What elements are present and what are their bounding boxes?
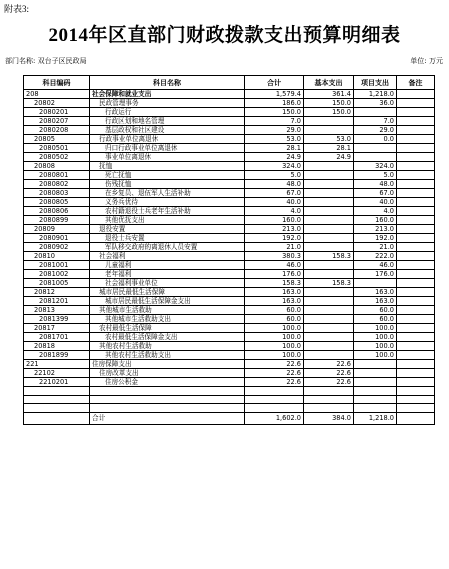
cell-code: 2080805 <box>24 198 90 207</box>
table-row <box>24 360 435 369</box>
cell-project: 67.0 <box>354 189 397 198</box>
blank-cell <box>24 387 90 396</box>
cell-basic: 150.0 <box>304 108 354 117</box>
total-cell-note <box>397 412 435 424</box>
blank-cell <box>245 404 304 413</box>
cell-note <box>397 351 435 360</box>
page-title: 2014年区直部门财政拨款支出预算明细表 <box>48 25 401 46</box>
blank-cell <box>354 404 397 413</box>
table-row <box>24 297 435 306</box>
cell-basic <box>304 315 354 324</box>
cell-code: 22102 <box>24 369 90 378</box>
cell-total: 67.0 <box>245 189 304 198</box>
cell-name: 行政区划和地名管理 <box>90 117 245 126</box>
cell-total: 7.0 <box>245 117 304 126</box>
cell-note <box>397 135 435 144</box>
cell-code: 208 <box>24 90 90 99</box>
cell-name: 事业单位离退休 <box>90 153 245 162</box>
table-row <box>24 162 435 171</box>
cell-note <box>397 216 435 225</box>
cell-code: 2080806 <box>24 207 90 216</box>
cell-total: 5.0 <box>245 171 304 180</box>
cell-name: 行政事业单位离退休 <box>90 135 245 144</box>
cell-code: 2080502 <box>24 153 90 162</box>
cell-code: 2081002 <box>24 270 90 279</box>
cell-basic <box>304 297 354 306</box>
table-row <box>24 351 435 360</box>
table-row <box>24 225 435 234</box>
cell-project: 100.0 <box>354 324 397 333</box>
cell-project: 1,218.0 <box>354 90 397 99</box>
table-row <box>24 324 435 333</box>
cell-note <box>397 333 435 342</box>
cell-project: 192.0 <box>354 234 397 243</box>
cell-name: 其他城市生活救助支出 <box>90 315 245 324</box>
table-row <box>24 333 435 342</box>
cell-project <box>354 153 397 162</box>
cell-total: 60.0 <box>245 315 304 324</box>
cell-total: 22.6 <box>245 369 304 378</box>
header-note: 备注 <box>397 76 435 90</box>
cell-project: 100.0 <box>354 333 397 342</box>
cell-basic: 150.0 <box>304 99 354 108</box>
cell-basic <box>304 243 354 252</box>
cell-note <box>397 171 435 180</box>
budget-table <box>23 75 435 425</box>
table-row <box>24 180 435 189</box>
cell-note <box>397 288 435 297</box>
cell-basic: 22.6 <box>304 369 354 378</box>
cell-total: 100.0 <box>245 324 304 333</box>
blank-cell <box>304 387 354 396</box>
cell-name: 农村最低生活保障金支出 <box>90 333 245 342</box>
cell-basic <box>304 207 354 216</box>
cell-note <box>397 270 435 279</box>
header-code: 科目编码 <box>24 76 90 90</box>
cell-project: 60.0 <box>354 315 397 324</box>
cell-code: 221 <box>24 360 90 369</box>
blank-cell <box>90 395 245 404</box>
table-row <box>24 171 435 180</box>
cell-name: 其他农村生活救助支出 <box>90 351 245 360</box>
cell-note <box>397 378 435 387</box>
blank-cell <box>397 387 435 396</box>
cell-name: 社会福利 <box>90 252 245 261</box>
cell-name: 住房保障支出 <box>90 360 245 369</box>
cell-total: 29.0 <box>245 126 304 135</box>
cell-note <box>397 162 435 171</box>
cell-basic <box>304 261 354 270</box>
cell-project: 163.0 <box>354 297 397 306</box>
cell-note <box>397 261 435 270</box>
header-basic: 基本支出 <box>304 76 354 90</box>
blank-cell <box>397 404 435 413</box>
total-cell-basic: 384.0 <box>304 412 354 424</box>
blank-cell <box>24 404 90 413</box>
table-row <box>24 306 435 315</box>
table-header-row <box>24 76 435 90</box>
table-row <box>24 342 435 351</box>
cell-code: 20809 <box>24 225 90 234</box>
cell-name: 社会保障和就业支出 <box>90 90 245 99</box>
cell-total: 22.6 <box>245 360 304 369</box>
cell-project <box>354 144 397 153</box>
cell-total: 150.0 <box>245 108 304 117</box>
cell-code: 20813 <box>24 306 90 315</box>
cell-name: 社会福利事业单位 <box>90 279 245 288</box>
blank-cell <box>90 387 245 396</box>
cell-note <box>397 279 435 288</box>
total-cell-project: 1,218.0 <box>354 412 397 424</box>
table-row <box>24 315 435 324</box>
cell-note <box>397 243 435 252</box>
cell-total: 53.0 <box>245 135 304 144</box>
cell-note <box>397 108 435 117</box>
cell-total: 100.0 <box>245 351 304 360</box>
table-row <box>24 369 435 378</box>
header-name: 科目名称 <box>90 76 245 90</box>
total-cell-total: 1,602.0 <box>245 412 304 424</box>
cell-project: 176.0 <box>354 270 397 279</box>
cell-name: 农村籍退役士兵老年生活补助 <box>90 207 245 216</box>
cell-project: 48.0 <box>354 180 397 189</box>
cell-name: 军队移交政府的离退休人员安置 <box>90 243 245 252</box>
cell-basic: 22.6 <box>304 360 354 369</box>
blank-cell <box>354 387 397 396</box>
cell-total: 100.0 <box>245 342 304 351</box>
cell-basic: 53.0 <box>304 135 354 144</box>
cell-basic: 28.1 <box>304 144 354 153</box>
cell-basic <box>304 216 354 225</box>
cell-code: 2081399 <box>24 315 90 324</box>
cell-note <box>397 225 435 234</box>
blank-cell <box>304 404 354 413</box>
cell-project: 0.0 <box>354 135 397 144</box>
cell-code: 2080208 <box>24 126 90 135</box>
blank-cell <box>354 395 397 404</box>
total-cell-code <box>24 412 90 424</box>
cell-code: 2080201 <box>24 108 90 117</box>
cell-name: 退役安置 <box>90 225 245 234</box>
cell-name: 归口行政事业单位离退休 <box>90 144 245 153</box>
cell-project: 160.0 <box>354 216 397 225</box>
cell-project <box>354 378 397 387</box>
cell-name: 其他农村生活救助 <box>90 342 245 351</box>
table-row <box>24 90 435 99</box>
cell-name: 其他城市生活救助 <box>90 306 245 315</box>
cell-note <box>397 144 435 153</box>
table-row <box>24 378 435 387</box>
cell-basic: 22.6 <box>304 378 354 387</box>
blank-cell <box>90 404 245 413</box>
cell-name: 其他优抚支出 <box>90 216 245 225</box>
cell-note <box>397 342 435 351</box>
cell-basic <box>304 180 354 189</box>
cell-total: 324.0 <box>245 162 304 171</box>
table-row <box>24 99 435 108</box>
cell-name: 伤残抚恤 <box>90 180 245 189</box>
cell-note <box>397 99 435 108</box>
cell-basic <box>304 171 354 180</box>
cell-basic <box>304 324 354 333</box>
cell-basic <box>304 306 354 315</box>
cell-name: 住房公积金 <box>90 378 245 387</box>
blank-cell <box>304 395 354 404</box>
cell-code: 2080501 <box>24 144 90 153</box>
cell-basic <box>304 270 354 279</box>
cell-code: 20810 <box>24 252 90 261</box>
header-project: 项目支出 <box>354 76 397 90</box>
cell-total: 22.6 <box>245 378 304 387</box>
cell-project <box>354 108 397 117</box>
table-row <box>24 288 435 297</box>
cell-total: 21.0 <box>245 243 304 252</box>
cell-note <box>397 189 435 198</box>
blank-row <box>24 387 435 396</box>
cell-total: 40.0 <box>245 198 304 207</box>
cell-basic: 24.9 <box>304 153 354 162</box>
table-row <box>24 216 435 225</box>
cell-total: 176.0 <box>245 270 304 279</box>
header-total: 合计 <box>245 76 304 90</box>
meta-row <box>0 56 449 67</box>
table-row <box>24 270 435 279</box>
cell-project: 100.0 <box>354 342 397 351</box>
table-row <box>24 261 435 270</box>
cell-code: 2080902 <box>24 243 90 252</box>
cell-project: 222.0 <box>354 252 397 261</box>
cell-note <box>397 234 435 243</box>
cell-code: 20802 <box>24 99 90 108</box>
cell-note <box>397 252 435 261</box>
total-cell-name: 合计 <box>90 412 245 424</box>
cell-note <box>397 315 435 324</box>
cell-project: 4.0 <box>354 207 397 216</box>
blank-cell <box>24 395 90 404</box>
cell-basic <box>304 117 354 126</box>
blank-cell <box>245 395 304 404</box>
cell-total: 192.0 <box>245 234 304 243</box>
cell-code: 2081201 <box>24 297 90 306</box>
cell-basic <box>304 333 354 342</box>
cell-project <box>354 360 397 369</box>
cell-basic <box>304 234 354 243</box>
cell-code: 2080899 <box>24 216 90 225</box>
table-row <box>24 153 435 162</box>
cell-basic <box>304 351 354 360</box>
cell-basic <box>304 342 354 351</box>
cell-total: 48.0 <box>245 180 304 189</box>
cell-project: 163.0 <box>354 288 397 297</box>
cell-code: 2081001 <box>24 261 90 270</box>
cell-name: 行政运行 <box>90 108 245 117</box>
table-row <box>24 234 435 243</box>
table-row <box>24 144 435 153</box>
cell-basic <box>304 225 354 234</box>
cell-total: 4.0 <box>245 207 304 216</box>
table-row <box>24 108 435 117</box>
cell-note <box>397 180 435 189</box>
cell-name: 民政管理事务 <box>90 99 245 108</box>
cell-project: 213.0 <box>354 225 397 234</box>
cell-name: 城市居民最低生活保障 <box>90 288 245 297</box>
cell-basic <box>304 162 354 171</box>
cell-total: 380.3 <box>245 252 304 261</box>
blank-row <box>24 404 435 413</box>
table-row <box>24 189 435 198</box>
cell-name: 住房改革支出 <box>90 369 245 378</box>
table-row <box>24 117 435 126</box>
cell-project: 7.0 <box>354 117 397 126</box>
cell-code: 2080207 <box>24 117 90 126</box>
cell-code: 2080801 <box>24 171 90 180</box>
cell-note <box>397 198 435 207</box>
cell-project: 46.0 <box>354 261 397 270</box>
cell-code: 20812 <box>24 288 90 297</box>
cell-note <box>397 306 435 315</box>
cell-note <box>397 90 435 99</box>
cell-code: 20818 <box>24 342 90 351</box>
cell-name: 老年福利 <box>90 270 245 279</box>
cell-basic <box>304 189 354 198</box>
cell-basic <box>304 126 354 135</box>
cell-total: 163.0 <box>245 297 304 306</box>
cell-name: 农村最低生活保障 <box>90 324 245 333</box>
blank-cell <box>245 387 304 396</box>
cell-basic: 158.3 <box>304 279 354 288</box>
cell-project: 21.0 <box>354 243 397 252</box>
attachment-label: 附表3: <box>4 4 30 14</box>
cell-code: 2081899 <box>24 351 90 360</box>
cell-total: 60.0 <box>245 306 304 315</box>
cell-code: 2081701 <box>24 333 90 342</box>
cell-name: 义务兵优待 <box>90 198 245 207</box>
cell-total: 46.0 <box>245 261 304 270</box>
cell-code: 20805 <box>24 135 90 144</box>
blank-cell <box>397 395 435 404</box>
table-row <box>24 243 435 252</box>
unit-label: 单位: 万元 <box>410 57 443 65</box>
department-label: 部门名称: 双台子区民政局 <box>5 57 87 65</box>
cell-total: 100.0 <box>245 333 304 342</box>
cell-total: 213.0 <box>245 225 304 234</box>
cell-code: 20808 <box>24 162 90 171</box>
table-row <box>24 126 435 135</box>
cell-note <box>397 324 435 333</box>
cell-project: 36.0 <box>354 99 397 108</box>
cell-code: 2080802 <box>24 180 90 189</box>
cell-project: 29.0 <box>354 126 397 135</box>
table-row <box>24 207 435 216</box>
table-row <box>24 279 435 288</box>
total-row <box>24 412 435 424</box>
cell-note <box>397 126 435 135</box>
cell-project: 40.0 <box>354 198 397 207</box>
cell-project: 100.0 <box>354 351 397 360</box>
cell-code: 2210201 <box>24 378 90 387</box>
cell-note <box>397 360 435 369</box>
cell-total: 186.0 <box>245 99 304 108</box>
cell-name: 死亡抚恤 <box>90 171 245 180</box>
cell-project <box>354 279 397 288</box>
cell-note <box>397 297 435 306</box>
cell-code: 2080803 <box>24 189 90 198</box>
cell-code: 20817 <box>24 324 90 333</box>
cell-name: 城市居民最低生活保障金支出 <box>90 297 245 306</box>
cell-project: 5.0 <box>354 171 397 180</box>
cell-name: 儿童福利 <box>90 261 245 270</box>
cell-note <box>397 153 435 162</box>
table-row <box>24 252 435 261</box>
cell-code: 2080901 <box>24 234 90 243</box>
table-row <box>24 135 435 144</box>
cell-project: 60.0 <box>354 306 397 315</box>
cell-name: 在乡复员、退伍军人生活补助 <box>90 189 245 198</box>
table-body <box>24 90 435 425</box>
cell-basic: 361.4 <box>304 90 354 99</box>
cell-name: 抚恤 <box>90 162 245 171</box>
cell-code: 2081005 <box>24 279 90 288</box>
cell-total: 28.1 <box>245 144 304 153</box>
cell-total: 1,579.4 <box>245 90 304 99</box>
cell-note <box>397 207 435 216</box>
cell-name: 退役士兵安置 <box>90 234 245 243</box>
cell-basic: 158.3 <box>304 252 354 261</box>
cell-name: 基层政权和社区建设 <box>90 126 245 135</box>
cell-basic <box>304 198 354 207</box>
cell-project <box>354 369 397 378</box>
cell-note <box>397 117 435 126</box>
cell-total: 160.0 <box>245 216 304 225</box>
cell-project: 324.0 <box>354 162 397 171</box>
table-row <box>24 198 435 207</box>
cell-total: 158.3 <box>245 279 304 288</box>
cell-note <box>397 369 435 378</box>
cell-total: 24.9 <box>245 153 304 162</box>
blank-row <box>24 395 435 404</box>
cell-basic <box>304 288 354 297</box>
cell-total: 163.0 <box>245 288 304 297</box>
